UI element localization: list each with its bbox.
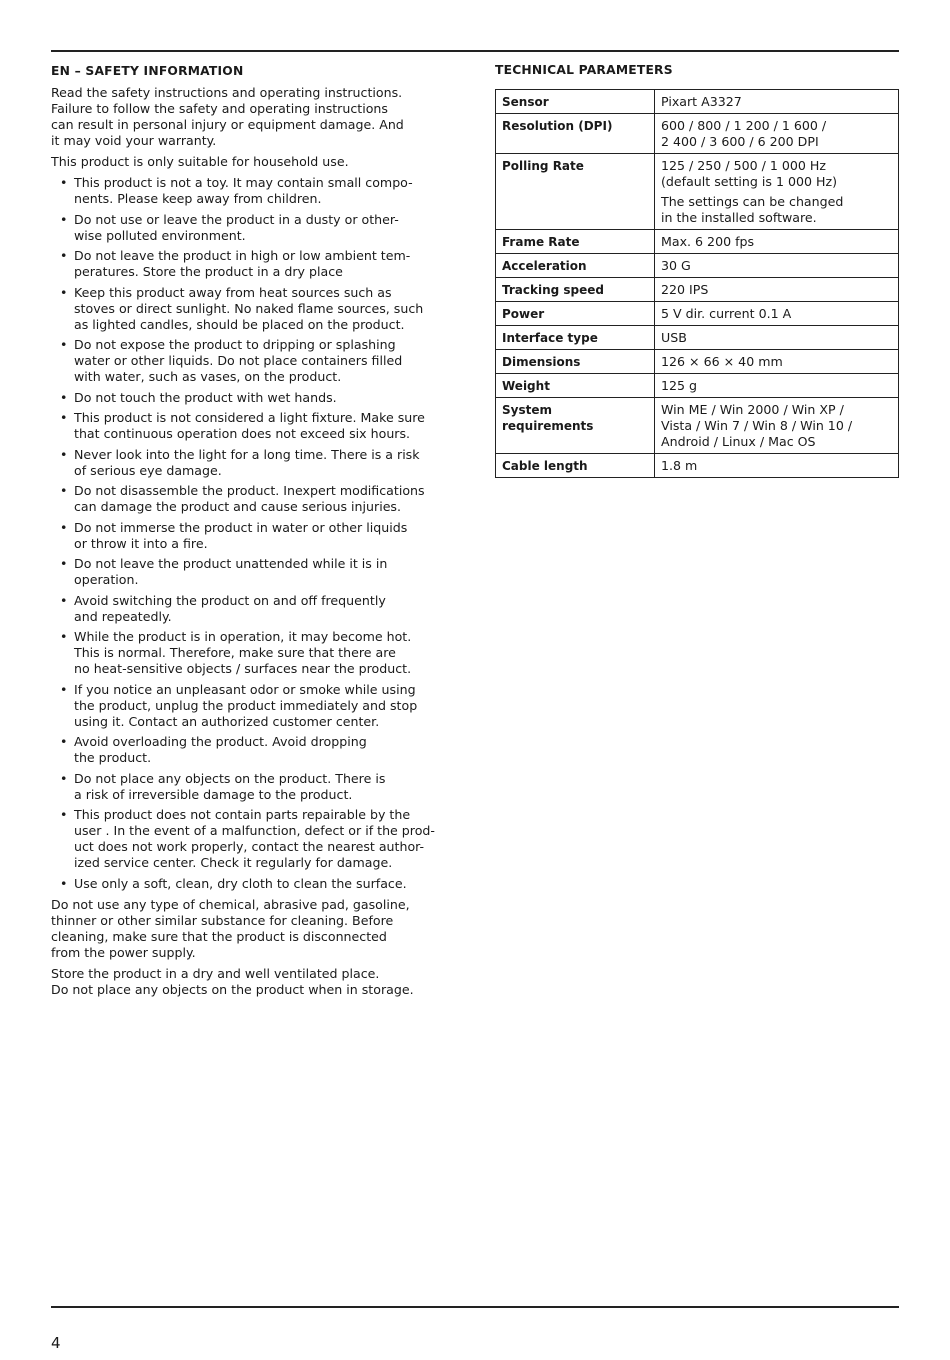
bottom-rule	[51, 1306, 899, 1308]
safety-heading: EN – SAFETY INFORMATION	[51, 64, 244, 78]
table-row	[496, 374, 899, 398]
param-value-text: Win ME / Win 2000 / Win XP / Vista / Win 7 / Win 8 / Win 10 / Android / Linux / Mac OS	[661, 402, 853, 449]
safety-bullet: • This product does not contain parts repairable by the user . In the event of a malfunction, defect or if the prod- uct does not work properly, contact the nearest author- ized service center. Check it regularly for damage.	[51, 807, 461, 871]
param-value-text: 125 g	[661, 378, 698, 393]
param-value-text: 125 / 250 / 500 / 1 000 Hz (default setting is 1 000 Hz)	[661, 158, 838, 189]
param-value-note: The settings can be changed in the installed software.	[661, 194, 844, 225]
safety-bullet: • Do not immerse the product in water or other liquids or throw it into a fire.	[51, 520, 461, 552]
param-name: Sensor	[496, 90, 655, 114]
tech-heading: TECHNICAL PARAMETERS	[495, 63, 673, 77]
safety-bullet: • Do not touch the product with wet hands.	[51, 390, 461, 406]
param-name: Weight	[496, 374, 655, 398]
table-row	[496, 398, 899, 454]
param-value-text: 1.8 m	[661, 458, 698, 473]
param-name: Frame Rate	[496, 230, 655, 254]
safety-bullet: • This product is not a toy. It may contain small compo- nents. Please keep away from children.	[51, 175, 461, 207]
safety-bullet: • Do not disassemble the product. Inexpert modifications can damage the product and cause serious injuries.	[51, 483, 461, 515]
storage-note: Store the product in a dry and well ventilated place. Do not place any objects on the product when in storage.	[51, 965, 414, 997]
param-name: Dimensions	[496, 350, 655, 374]
household-note: This product is only suitable for household use.	[51, 154, 349, 169]
table-row	[496, 154, 899, 230]
safety-bullet: • While the product is in operation, it may become hot. This is normal. Therefore, make sure that there are no heat-sensitive objects / surfaces near the product.	[51, 629, 461, 677]
safety-intro: Read the safety instructions and operating instructions. Failure to follow the safety and operating instructions can result in personal injury or equipment damage. And it may void your warranty.	[51, 85, 404, 148]
param-value-text: Pixart A3327	[661, 94, 742, 109]
param-name: System requirements	[496, 398, 655, 454]
table-row	[496, 230, 899, 254]
param-name: Polling Rate	[496, 154, 655, 230]
param-name: Interface type	[496, 326, 655, 350]
param-value-text: USB	[661, 330, 687, 345]
param-name: Cable length	[496, 454, 655, 478]
param-value	[655, 302, 899, 326]
safety-bullet: • Never look into the light for a long time. There is a risk of serious eye damage.	[51, 447, 461, 479]
safety-bullet: • Do not expose the product to dripping or splashing water or other liquids. Do not place containers filled with water, such as vases, on the product.	[51, 337, 461, 385]
page-number: 4	[51, 1334, 61, 1352]
table-row	[496, 454, 899, 478]
cleaning-note: Do not use any type of chemical, abrasive pad, gasoline, thinner or other similar substance for cleaning. Before cleaning, make sure that the product is disconnected from the power supply.	[51, 896, 410, 960]
param-value	[655, 90, 899, 114]
param-value	[655, 154, 899, 230]
tech-table	[495, 89, 899, 478]
table-row	[496, 114, 899, 154]
safety-bullet: • Use only a soft, clean, dry cloth to clean the surface.	[51, 876, 461, 892]
safety-bullet-list	[51, 175, 461, 892]
safety-bullet: • Keep this product away from heat sources such as stoves or direct sunlight. No naked flame sources, such as lighted candles, should be placed on the product.	[51, 285, 461, 333]
table-row	[496, 326, 899, 350]
param-value	[655, 398, 899, 454]
top-rule	[51, 50, 899, 52]
param-value-text: 600 / 800 / 1 200 / 1 600 / 2 400 / 3 600 / 6 200 DPI	[661, 118, 827, 149]
param-value	[655, 454, 899, 478]
table-row	[496, 90, 899, 114]
safety-section	[51, 63, 461, 1003]
param-value	[655, 230, 899, 254]
param-value-text: 30 G	[661, 258, 691, 273]
safety-bullet: • If you notice an unpleasant odor or smoke while using the product, unplug the product immediately and stop using it. Contact an authorized customer center.	[51, 682, 461, 730]
safety-bullet: • Avoid overloading the product. Avoid dropping the product.	[51, 734, 461, 766]
table-row	[496, 254, 899, 278]
param-value-text: 5 V dir. current 0.1 A	[661, 306, 792, 321]
table-row	[496, 302, 899, 326]
param-value-text: 126 × 66 × 40 mm	[661, 354, 783, 369]
table-row	[496, 350, 899, 374]
safety-bullet: • Do not place any objects on the product. There is a risk of irreversible damage to the product.	[51, 771, 461, 803]
safety-bullet: • Do not leave the product unattended while it is in operation.	[51, 556, 461, 588]
table-row	[496, 278, 899, 302]
param-name: Acceleration	[496, 254, 655, 278]
param-value	[655, 350, 899, 374]
safety-bullet: • Do not use or leave the product in a dusty or other- wise polluted environment.	[51, 212, 461, 244]
param-value	[655, 374, 899, 398]
safety-bullet: • This product is not considered a light fixture. Make sure that continuous operation does not exceed six hours.	[51, 410, 461, 442]
safety-bullet: • Do not leave the product in high or low ambient tem- peratures. Store the product in a dry place	[51, 248, 461, 280]
param-value-text: Max. 6 200 fps	[661, 234, 755, 249]
param-name: Power	[496, 302, 655, 326]
param-name: Resolution (DPI)	[496, 114, 655, 154]
param-value	[655, 278, 899, 302]
param-name: Tracking speed	[496, 278, 655, 302]
param-value-text: 220 IPS	[661, 282, 709, 297]
param-value	[655, 254, 899, 278]
tech-section	[495, 63, 899, 478]
safety-bullet: • Avoid switching the product on and off frequently and repeatedly.	[51, 593, 461, 625]
param-value	[655, 114, 899, 154]
param-value	[655, 326, 899, 350]
